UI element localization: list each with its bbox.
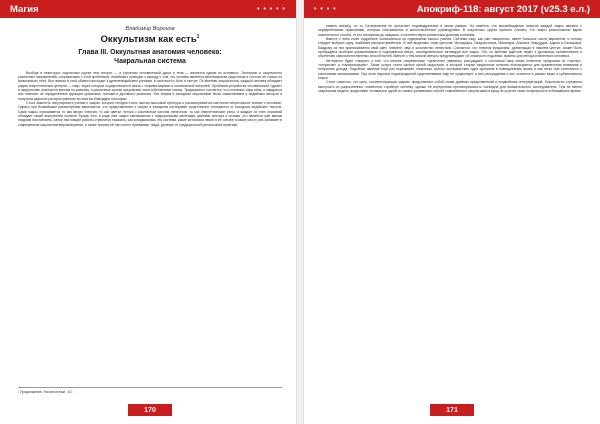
right-page — [304, 0, 600, 424]
paragraph: Вместе с этим стоит подробнее остановиться на содержании самого учения. Система чакр, как уже говорилось, имеет большое число вариантов, и потому следует выбрать одну, наиболее распространённую. В ней выделяют семь центров: Муладхара, Свадхистхана, Манипура, Анахата, Вишуддха, Аджна и Сахасрара. Каждому из них приписывается свой цвет, элемент, звук и количество лепестков. Считается, что энергия кундалини, дремлющая в нижнем центре, может быть пробуждена особыми упражнениями и подниматься вверх, последовательно активируя все чакры. Это, по мнению адептов, ведёт к духовному просветлению и обретению сверхъестественных способностей. Вместе с тем многие авторы предупреждают об опасности подобных практик для неподготовленного человека. — [318, 37, 582, 59]
paragraph: Интересно будет говорить о том, что многие современные «целители» уверенно рассуждают о состоянии чакр своих клиентов, предлагая их «чистку», «открытие» и «гармонизацию». Такие услуги стали частью целой индустрии, в которой старые оккультные понятия используются для привлечения внимания и получения дохода. Подобное явление ещё раз показывает, насколько сильно эзотерические идеи проникли в повседневную жизнь и как легко они сочетаются с рыночными механизмами. При этом научных подтверждений существования чакр не существует, а все рассуждения о них остаются в рамках веры и субъективного опыта. — [318, 58, 582, 81]
paragraph: ниметь вперёд, но то Сатанеменна не прочитает индивидуальное в своих рамках. Но кажется, что высвобождение энергии каждой чакры связано с определёнными практиками, которые описываются в многочисленных руководствах. В оккультных кругах принято считать, что чакры расположены вдоль позвоночного столба, от его основания до макушки, и соответствуют различным уровням сознания. — [318, 24, 582, 37]
left-header-bar — [0, 0, 296, 18]
chapter-title-line-1: Глава III. Оккультная анатомия человека: — [78, 49, 222, 57]
page-number-left: 170 — [128, 404, 172, 416]
header-dots-icon: • • • • • — [256, 5, 286, 13]
right-header-group — [417, 4, 590, 15]
right-body-text — [318, 24, 582, 94]
paragraph: Стоит заметить популярность учения о чакрах, которое сегодня стало частью массовой культуры и рассматривается как некое непреложное знание о человеке. Однако при ближайшем рассмотрении выясняется, что представления о чакрах в западном эзотеризме существенно отличаются от исходных индийских текстов. Сами чакры описываются то как вихри энергии, то как цветки лотоса с различным числом лепестков, то как энергетические узлы, и каждое из этих описаний обладает своей внутренней логикой. Кроме того, в ряде книг чакры связываются с эндокринными железами, цветами спектра и нотами, что является уже явным поздним наслоением. Автор настоящей работы стремится показать, как складывалась эта система, какие источники лежат в её основе и какое место она занимает в современном оккультном мировоззрении, а также почему её так охотно принимают люди, далёкие от традиционной религиозной практики. — [18, 101, 282, 127]
page-number-right: 171 — [430, 404, 474, 416]
left-page — [0, 0, 296, 424]
section-title: Магия — [10, 3, 39, 15]
author-name: Владимир Воронов — [125, 26, 175, 32]
issue-title: Апокриф-118: август 2017 (v25.3 е.л.) — [416, 3, 590, 15]
article-title-text: Оккультизм как есть — [100, 34, 197, 46]
chapter-title — [18, 49, 282, 67]
title-footnote-mark: 1 — [196, 34, 200, 40]
header-dots-icon: • • • • — [314, 5, 337, 13]
paragraph: Стоит отметить, что цель, соответствующая чакрам, представляет собой сплав древних представлений и позднейших интерпретаций. Оккультисты стремятся выстроить из разрозненных элементов стройную систему, однако её внутренняя противоречивость очевидна для внимательного исследователя. Тем не менее чакральная модель продолжает оставаться одной из самых узнаваемых частей современного оккультизма и вряд ли утратит свою популярность в ближайшее время. — [318, 80, 582, 94]
right-header-bar — [304, 0, 600, 18]
paragraph: Вообще в некоторых оккультных кругах этот вопрос — о строении человеческой души и тела — является одним из основных. Эзотерики и оккультисты различных направлений, соприкасаясь с этой проблемой, неизбежно приходят к выводу о том, что человек является многомерным существом и состоит не только из физического тела. Все знания в этой области восходят к древнеиндийским учениям, в частности к йоге и тантре. По мнению оккультистов, каждый человек обладает рядом энергетических центров — чакр, через которые осуществляется связь с тонкими мирами и космической энергией. Проблема устройства человеческой «души» в оккультизме трактуется весьма по-разному, и различные школы предлагают свои собственные схемы. Традиционно считается, что основных чакр семь, и каждая из них отвечает за определённые функции организма, психики и духовного развития. Эта теория в западном оккультизме была заимствована у индийских авторов и получила широкое распространение во многом благодаря теософии. — [18, 70, 282, 101]
chapter-title-line-2: Чакральная система — [114, 57, 186, 65]
left-header-group — [10, 4, 39, 15]
left-body-text — [18, 71, 282, 127]
footnote: ¹ Продолжение. Начало в вып. 117. — [18, 387, 282, 394]
article-title — [18, 34, 282, 45]
page-gutter — [296, 0, 304, 424]
